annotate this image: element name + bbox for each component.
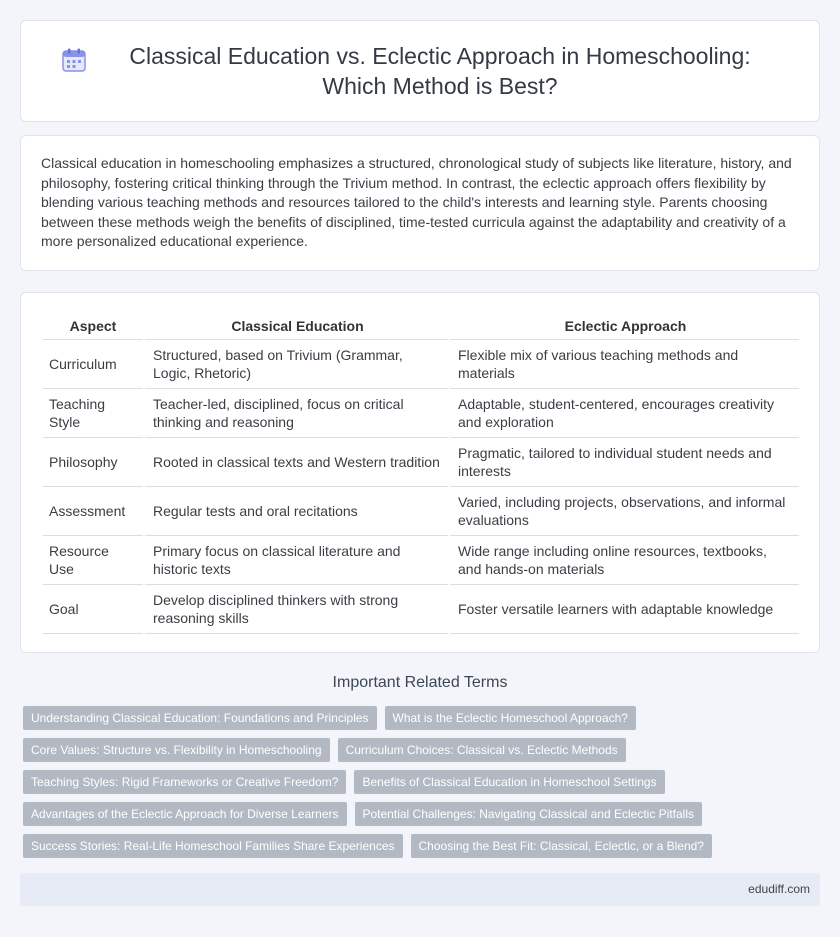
title-card: [20, 20, 820, 122]
eclectic-cell: Varied, including projects, observations, and informal evaluations: [448, 487, 799, 536]
related-term-tag[interactable]: Understanding Classical Education: Foundations and Principles: [23, 706, 377, 730]
aspect-cell: Goal: [43, 585, 143, 634]
related-term-tag[interactable]: Success Stories: Real-Life Homeschool Families Share Experiences: [23, 834, 403, 858]
related-terms-heading: Important Related Terms: [332, 674, 508, 691]
classical-cell: Teacher-led, disciplined, focus on critical thinking and reasoning: [143, 389, 448, 438]
tag-row: [23, 770, 823, 794]
related-term-tag[interactable]: Curriculum Choices: Classical vs. Eclectic Methods: [338, 738, 626, 762]
eclectic-cell: Foster versatile learners with adaptable knowledge: [448, 585, 799, 634]
table-row: [43, 340, 799, 389]
related-term-tag[interactable]: Benefits of Classical Education in Homeschool Settings: [354, 770, 664, 794]
aspect-cell: Resource Use: [43, 536, 143, 585]
table-row: [43, 536, 799, 585]
intro-card: [20, 135, 820, 271]
site-link[interactable]: edudiff.com: [748, 882, 810, 896]
table-row: [43, 487, 799, 536]
comparison-table: [43, 313, 799, 634]
aspect-cell: Philosophy: [43, 438, 143, 487]
related-term-tag[interactable]: Teaching Styles: Rigid Frameworks or Creative Freedom?: [23, 770, 346, 794]
tag-row: [23, 706, 823, 730]
table-header-row: [43, 313, 799, 340]
header-aspect: Aspect: [43, 313, 143, 340]
related-term-tag[interactable]: Core Values: Structure vs. Flexibility in Homeschooling: [23, 738, 330, 762]
table-row: [43, 585, 799, 634]
comparison-table-card: [20, 292, 820, 653]
related-terms-list: [23, 706, 823, 866]
related-term-tag[interactable]: Choosing the Best Fit: Classical, Eclectic, or a Blend?: [411, 834, 712, 858]
eclectic-cell: Adaptable, student-centered, encourages creativity and exploration: [448, 389, 799, 438]
related-term-tag[interactable]: Advantages of the Eclectic Approach for Diverse Learners: [23, 802, 347, 826]
eclectic-cell: Wide range including online resources, textbooks, and hands-on materials: [448, 536, 799, 585]
header-classical: Classical Education: [143, 313, 448, 340]
classical-cell: Rooted in classical texts and Western tradition: [143, 438, 448, 487]
aspect-cell: Teaching Style: [43, 389, 143, 438]
related-term-tag[interactable]: What is the Eclectic Homeschool Approach?: [385, 706, 636, 730]
page-title: Classical Education vs. Eclectic Approach in Homeschooling: Which Method is Best?: [129, 43, 751, 99]
tag-row: [23, 802, 823, 826]
table-row: [43, 438, 799, 487]
aspect-cell: Curriculum: [43, 340, 143, 389]
related-term-tag[interactable]: Potential Challenges: Navigating Classical and Eclectic Pitfalls: [355, 802, 703, 826]
classical-cell: Primary focus on classical literature and historic texts: [143, 536, 448, 585]
header-eclectic: Eclectic Approach: [448, 313, 799, 340]
aspect-cell: Assessment: [43, 487, 143, 536]
tag-row: [23, 834, 823, 858]
classical-cell: Structured, based on Trivium (Grammar, Logic, Rhetoric): [143, 340, 448, 389]
eclectic-cell: Flexible mix of various teaching methods and materials: [448, 340, 799, 389]
classical-cell: Regular tests and oral recitations: [143, 487, 448, 536]
classical-cell: Develop disciplined thinkers with strong reasoning skills: [143, 585, 448, 634]
eclectic-cell: Pragmatic, tailored to individual student needs and interests: [448, 438, 799, 487]
footer: [20, 873, 820, 906]
intro-paragraph: Classical education in homeschooling emphasizes a structured, chronological study of subjects like literature, history, and philosophy, fostering critical thinking through the Trivium method. In contrast, the eclectic approach offers flexibility by blending various teaching methods and resources tailored to the child's interests and learning style. Parents choosing between these methods weigh the benefits of disciplined, time-tested curricula against the adaptability and creativity of a more personalized educational experience.: [41, 155, 792, 249]
tag-row: [23, 738, 823, 762]
table-row: [43, 389, 799, 438]
calendar-icon: [61, 47, 87, 73]
